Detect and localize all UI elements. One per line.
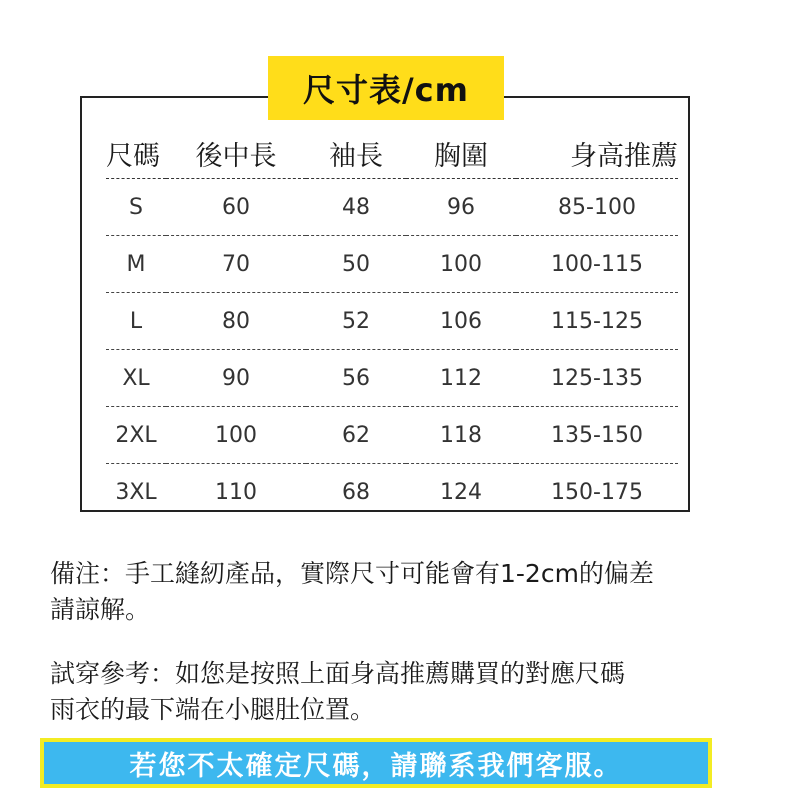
- cell-chest: 100: [406, 236, 516, 293]
- contact-support-banner: 若您不太確定尺碼，請聯系我們客服。: [40, 738, 712, 788]
- table-row: [106, 350, 678, 407]
- table-row: [106, 464, 678, 521]
- note-fitting-line2: 雨衣的最下端在小腿肚位置。: [50, 695, 376, 724]
- header-chest: 胸圍: [406, 128, 516, 179]
- cell-height: 135-150: [516, 407, 678, 464]
- cell-sleeve-length: 52: [306, 293, 406, 350]
- cell-sleeve-length: 68: [342, 479, 370, 505]
- cell-size: 2XL: [106, 407, 166, 464]
- note-handmade-line1: 備注：手工縫紉產品，實際尺寸可能會有1-2cm的偏差: [50, 559, 654, 588]
- cell-height: 125-135: [516, 350, 678, 407]
- cell-height: 115-125: [516, 293, 678, 350]
- note-handmade: [50, 556, 770, 628]
- table-row: [106, 236, 678, 293]
- cell-sleeve-length: 50: [306, 236, 406, 293]
- table-row: [106, 179, 678, 236]
- cell-height: 150-175: [551, 479, 643, 505]
- cell-size: XL: [106, 350, 166, 407]
- cell-back-length: 70: [166, 236, 306, 293]
- table-row: [106, 407, 678, 464]
- header-height-recommendation: 身高推薦: [516, 128, 678, 179]
- cell-size: S: [106, 179, 166, 236]
- header-back-length: 後中長: [166, 128, 306, 179]
- header-sleeve-length: 袖長: [306, 128, 406, 179]
- size-table: [106, 128, 678, 520]
- cell-chest: 112: [406, 350, 516, 407]
- size-chart-title: 尺寸表/cm: [268, 56, 504, 120]
- cell-chest: 106: [406, 293, 516, 350]
- cell-sleeve-length: 56: [306, 350, 406, 407]
- cell-height: 85-100: [516, 179, 678, 236]
- cell-chest: 124: [440, 479, 482, 505]
- note-fitting: [50, 656, 770, 728]
- table-row: [106, 293, 678, 350]
- cell-back-length: 80: [166, 293, 306, 350]
- cell-chest: 118: [406, 407, 516, 464]
- cell-back-length: 110: [215, 479, 257, 505]
- note-fitting-line1: 試穿參考：如您是按照上面身高推薦購買的對應尺碼: [50, 659, 626, 688]
- note-handmade-line2: 請諒解。: [50, 595, 151, 624]
- cell-height: 100-115: [516, 236, 678, 293]
- cell-size: M: [106, 236, 166, 293]
- cell-size: L: [106, 293, 166, 350]
- cell-sleeve-length: 62: [306, 407, 406, 464]
- cell-chest: 96: [406, 179, 516, 236]
- table-header-row: [106, 128, 678, 179]
- cell-back-length: 100: [166, 407, 306, 464]
- cell-sleeve-length: 48: [306, 179, 406, 236]
- header-size: 尺碼: [106, 128, 166, 179]
- cell-back-length: 60: [166, 179, 306, 236]
- cell-size: 3XL: [115, 479, 157, 505]
- cell-back-length: 90: [166, 350, 306, 407]
